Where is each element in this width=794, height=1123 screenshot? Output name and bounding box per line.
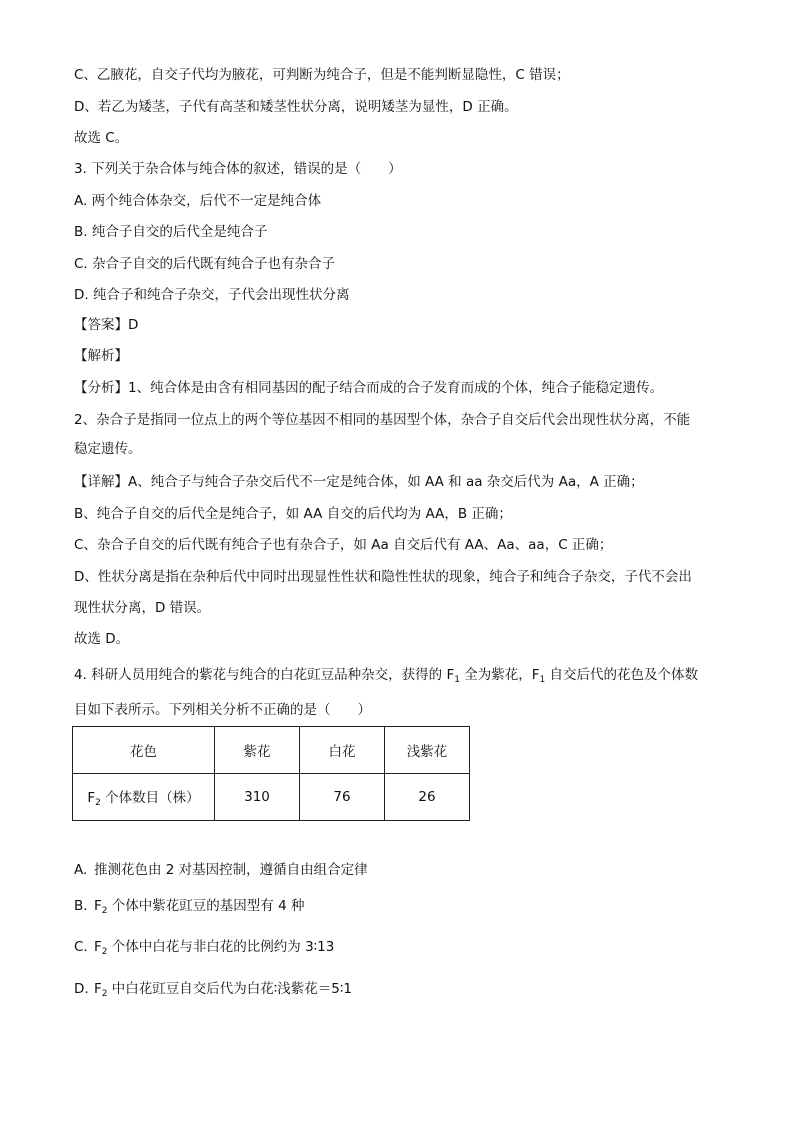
- subscript: 2: [101, 989, 108, 999]
- q4-stem-text: 4. 科研人员用纯合的紫花与纯合的白花豇豆品种杂交，获得的 F: [74, 667, 455, 683]
- q4-option-b: [74, 896, 304, 921]
- q3-detail-b: B、纯合子自交的后代全是纯合子，如 AA 自交的后代均为 AA，B 正确；: [74, 506, 512, 522]
- option-text: F: [94, 981, 102, 997]
- table-header-row: [73, 727, 470, 774]
- q4-option-c: [74, 937, 334, 962]
- q4-stem-text: 自交后代的花色及个体数: [545, 667, 699, 683]
- q3-analysis-1: 【分析】1、纯合体是由含有相同基因的配子结合而成的合子发育而成的个体，纯合子能稳定遗传。: [74, 380, 664, 396]
- q4-stem-line1: [74, 665, 698, 690]
- q3-analysis-2b: 稳定遗传。: [74, 441, 142, 457]
- table-header-cell: 紫花: [215, 727, 300, 774]
- q3-detail-d: D、性状分离是指在杂种后代中同时出现显性性状和隐性性状的现象，纯合子和纯合子杂交，子代不会出: [74, 569, 692, 585]
- option-letter: C.: [74, 939, 88, 955]
- q3-option-d: D. 纯合子和纯合子杂交，子代会出现性状分离: [74, 287, 350, 303]
- subscript: 2: [101, 906, 108, 916]
- prev-conclusion: 故选 C。: [74, 130, 129, 146]
- label-text: 个体数目（株）: [100, 790, 200, 806]
- prev-analysis-c: C、乙腋花，自交子代均为腋花，可判断为纯合子，但是不能判断显隐性，C 错误；: [74, 67, 570, 83]
- q3-analysis-heading: 【解析】: [74, 348, 128, 364]
- label-text: F: [87, 790, 96, 806]
- option-text: F: [94, 898, 102, 914]
- subscript: 1: [454, 675, 460, 685]
- option-text: 个体中白花与非白花的比例约为 3∶13: [107, 939, 335, 955]
- q3-option-c: C. 杂合子自交的后代既有纯合子也有杂合子: [74, 256, 336, 272]
- table-cell: 310: [215, 774, 300, 821]
- q3-analysis-2: 2、杂合子是指同一位点上的两个等位基因不相同的基因型个体，杂合子自交后代会出现性状分离，不能: [74, 412, 691, 428]
- option-text: F: [94, 939, 102, 955]
- q3-stem: 3. 下列关于杂合体与纯合体的叙述，错误的是（ ）: [74, 161, 402, 177]
- option-text: 个体中紫花豇豆的基因型有 4 种: [107, 898, 305, 914]
- q3-answer: 【答案】D: [74, 317, 139, 333]
- subscript: 2: [95, 798, 101, 808]
- q4-option-a: [74, 860, 368, 880]
- table-row: [73, 774, 470, 821]
- q4-stem-line2: 目如下表所示。下列相关分析不正确的是（ ）: [74, 702, 371, 718]
- option-letter: B.: [74, 898, 88, 914]
- q3-option-b: B. 纯合子自交的后代全是纯合子: [74, 224, 268, 240]
- subscript: 1: [539, 675, 546, 685]
- q3-detail-c: C、杂合子自交的后代既有纯合子也有杂合子，如 Aa 自交后代有 AA、Aa、aa，C 正确；: [74, 537, 613, 553]
- q3-detail-a: 【详解】A、纯合子与纯合子杂交后代不一定是纯合体，如 AA 和 aa 杂交后代为 Aa，A 正确；: [74, 474, 644, 490]
- prev-analysis-d: D、若乙为矮茎，子代有高茎和矮茎性状分离，说明矮茎为显性，D 正确。: [74, 99, 518, 115]
- q4-stem-text: 全为紫花，F: [459, 667, 540, 683]
- option-text: 中白花豇豆自交后代为白花∶浅紫花＝5∶1: [107, 981, 352, 997]
- table-header-cell: 白花: [300, 727, 385, 774]
- table-header-cell: 浅紫花: [385, 727, 470, 774]
- table-header-cell: 花色: [73, 727, 215, 774]
- subscript: 2: [101, 947, 108, 957]
- q3-detail-d2: 现性状分离，D 错误。: [74, 600, 211, 616]
- q3-option-a: A. 两个纯合体杂交，后代不一定是纯合体: [74, 193, 322, 209]
- q3-conclusion: 故选 D。: [74, 631, 130, 647]
- q4-option-d: [74, 979, 352, 1004]
- flower-color-table: [72, 726, 470, 821]
- table-cell: 76: [300, 774, 385, 821]
- table-row-label: [73, 774, 215, 821]
- table-cell: 26: [385, 774, 470, 821]
- option-text: 推测花色由 2 对基因控制，遵循自由组合定律: [94, 862, 368, 878]
- option-letter: A.: [74, 862, 88, 878]
- option-letter: D.: [74, 981, 89, 997]
